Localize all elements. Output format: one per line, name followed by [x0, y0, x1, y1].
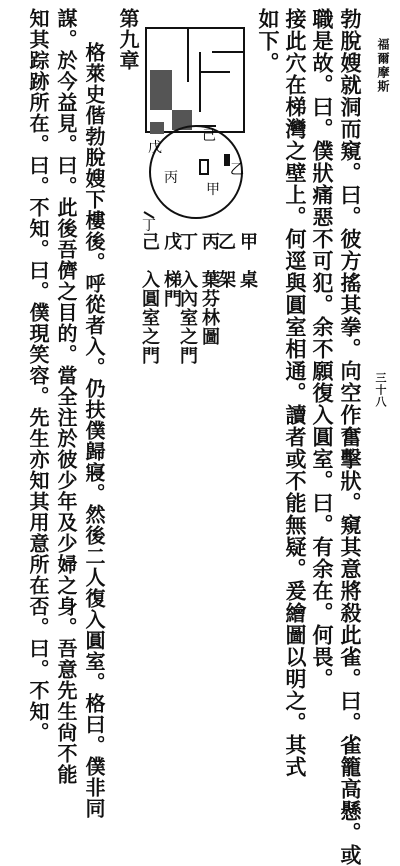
legend-column-left [138, 232, 182, 532]
floor-plan-diagram [140, 22, 252, 232]
page-number: 三十八 [374, 372, 387, 408]
legend-item-bing: 丙 葉芬林圖 [199, 232, 220, 346]
table-mark [200, 160, 208, 174]
legend-item-wu: 戊 梯門 [161, 232, 182, 308]
text-column-1: 勃脫嫂就洞而窺。曰。彼方搖其拳。向空作奮擊狀。窺其意將殺此雀。曰。雀籠高懸。或 [338, 8, 363, 866]
legend-item-yi: 乙 架 [215, 232, 236, 289]
chapter-column-1: 格萊史偕勃脫嫂下樓後。呼從者入。仍扶僕歸寢。然後二人復入圓室。格曰。僕非同 [82, 42, 106, 819]
hatched-block-upper [150, 70, 172, 110]
text-column-3: 接此穴在梯灣之壁上。何逕與圓室相通。讀者或不能無疑。爰繪圖以明之。其式 [283, 8, 308, 778]
legend-item-ding: 丁 入內室之門 [177, 232, 198, 365]
chapter-heading: 第九章 [116, 8, 140, 71]
chapter-column-3: 知其踪跡所在。曰。不知。曰。僕現笑容。先生亦知其用意所在否。曰。不知。 [26, 8, 50, 743]
legend-item-ji: 己 入圓室之門 [139, 232, 160, 365]
diagram-label-ji: 己 [202, 128, 216, 144]
legend-column-right [214, 232, 258, 532]
legend-item-jia: 甲 桌 [237, 232, 258, 289]
chapter-column-2: 謀。於今益見。曰。此後吾儕之目的。當全注於彼少年及少婦之身。吾意先生尙不能 [54, 8, 78, 785]
diagram-label-wu: 戊 [148, 140, 162, 156]
diagram-label-ding: 丁 [142, 218, 156, 232]
hatched-block-lower [150, 122, 164, 134]
text-column-2: 職是故。曰。僕狀痛惡不可犯。余不願復入圓室。曰。有余在。何畏。 [310, 8, 335, 690]
running-title: 福爾摩斯 [376, 38, 390, 94]
diagram-label-yi: 乙 [230, 162, 244, 178]
diagram-label-jia: 甲 [206, 182, 220, 198]
legend-column-middle [176, 232, 220, 532]
text-column-4: 如下。 [256, 8, 281, 74]
diagram-label-bing: 丙 [164, 170, 178, 186]
